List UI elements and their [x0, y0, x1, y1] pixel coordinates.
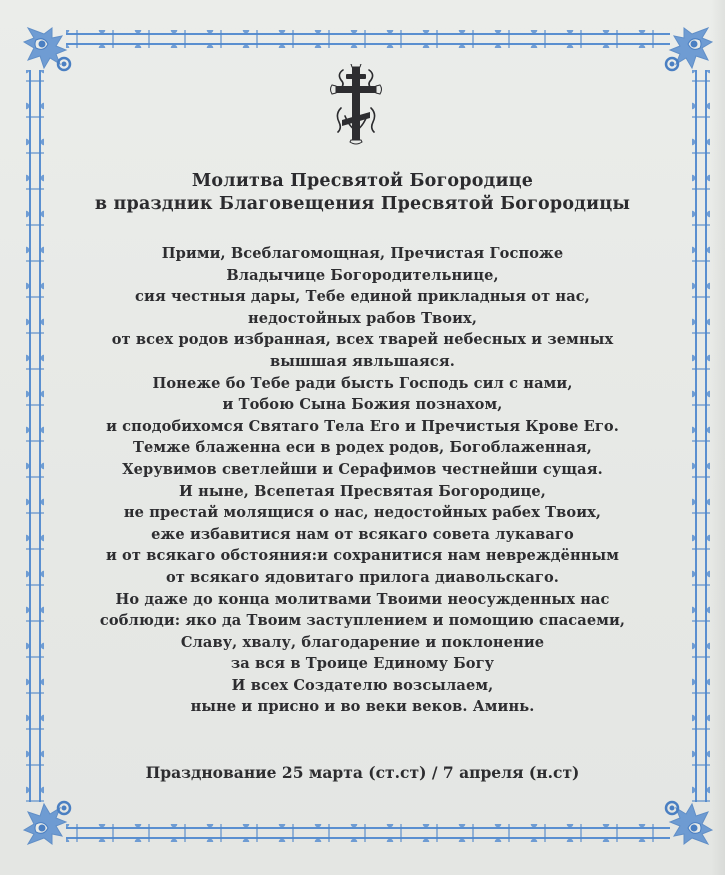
prayer-line: И ныне, Всепетая Пресвятая Богородице, — [179, 482, 546, 500]
prayer-line: за вся в Троице Единому Богу — [230, 655, 495, 673]
prayer-line: Прими, Всеблагомощная, Пречистая Госпоже — [161, 245, 564, 262]
prayer-line: Славу, хвалу, благодарение и поклонение — [180, 633, 545, 651]
prayer-line: от всех родов избранная, всех тварей небесных и земных — [111, 331, 614, 349]
border-top — [66, 30, 670, 48]
prayer-line: и от всякаго обстояния:и сохранитися нам невреждённым — [105, 547, 620, 565]
prayer-line: от всякаго ядовитаго прилога диавольскаго. — [165, 568, 559, 586]
prayer-line: соблюди: яко да Твоим заступлением и помощию спасаеми, — [99, 612, 626, 630]
prayer-line: Темже блаженна еси в родех родов, Богоблаженная, — [133, 439, 592, 457]
prayer-line: и Тобою Сына Божия познахом, — [222, 396, 503, 414]
celebration-date: Празднование 25 марта (ст.ст) / 7 апреля (н.ст) — [145, 763, 580, 782]
prayer-line: Владычице Богородительнице, — [226, 266, 499, 284]
prayer-title: Молитва Пресвятой Богородице — [191, 171, 534, 191]
prayer-line: Понеже бо Тебе ради бысть Господь сил с нами, — [152, 374, 573, 392]
corner-ornament-icon — [22, 24, 82, 84]
prayer-line: не престай молящися о нас, недостойных рабех Твоих, — [123, 504, 602, 522]
prayer-line: вышшая явльшаяся. — [270, 352, 455, 370]
prayer-line: Херувимов светлейши и Серафимов честнейши сущая. — [122, 460, 603, 478]
prayer-line: недостойных рабов Твоих, — [247, 309, 478, 327]
prayer-line: еже избавитися нам от всякаго совета лукаваго — [151, 525, 574, 543]
corner-ornament-icon — [22, 788, 82, 848]
prayer-body — [70, 243, 655, 718]
paper-edge-shadow — [711, 0, 725, 875]
border-bottom — [66, 824, 670, 842]
prayer-line: ныне и присно и во веки веков. Аминь. — [190, 698, 535, 716]
orthodox-cross-icon — [329, 64, 383, 146]
prayer-line: Но даже до конца молитвами Твоими неосужденных нас — [115, 590, 610, 608]
prayer-line: и сподобихомся Святаго Тела Его и Пречистыя Крове Его. — [106, 417, 619, 435]
corner-ornament-icon — [654, 24, 714, 84]
corner-ornament-icon — [654, 788, 714, 848]
prayer-line: сия честныя дары, Тебе единой прикладныя от нас, — [135, 288, 590, 306]
prayer-subtitle: в праздник Благовещения Пресвятой Богородицы — [94, 194, 631, 214]
prayer-line: И всех Создателю возсылаем, — [231, 676, 494, 694]
